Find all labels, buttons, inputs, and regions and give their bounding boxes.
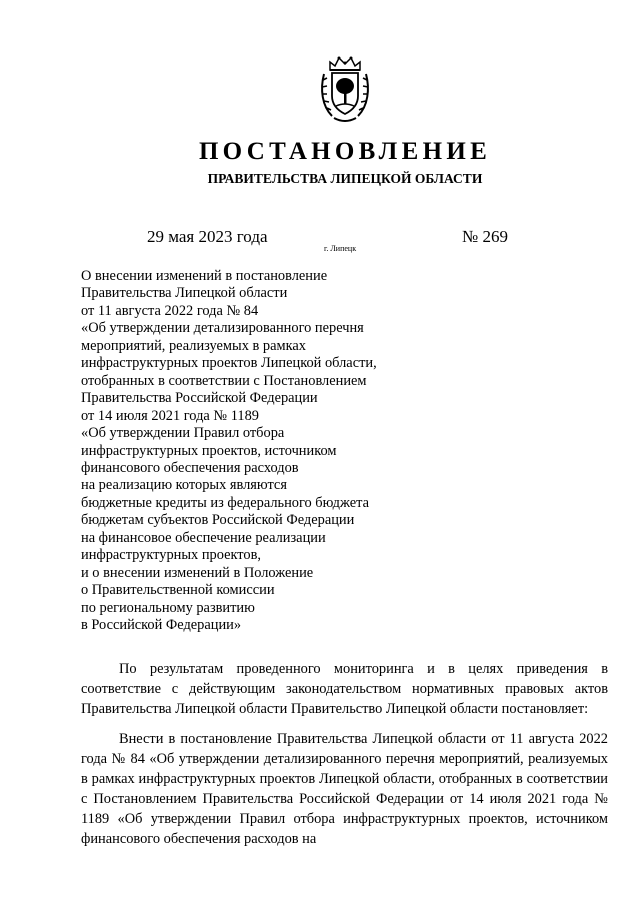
lipetsk-region-coat-of-arms-icon	[318, 54, 372, 124]
document-date: 29 мая 2023 года	[147, 227, 268, 246]
body-paragraph-preamble	[81, 659, 608, 719]
heading-line: О внесении изменений в постановление	[81, 268, 328, 284]
heading-line: на финансовое обеспечение реализации	[81, 529, 326, 546]
heading-line: «Об утверждении Правил отбора	[81, 425, 285, 442]
heading-line: на реализацию которых являются	[81, 477, 287, 494]
paragraph-text: Внести в постановление Правительства Липецкой области от 11 августа 2022 года № 84 «Об утверждении детализированного перечня мероприятий, реализуемых в рамках инфраструктурных проектов Липецкой области, отобранных в соответствии с Постановлением Правительства Российской Федерации от 14 июля 2021 года № 1189 «Об утверждении Правил отбора инфраструктурных проектов, источником финансового обеспечения расходов на	[81, 731, 608, 847]
document-subtitle: ПРАВИТЕЛЬСТВА ЛИПЕЦКОЙ ОБЛАСТИ	[207, 171, 483, 186]
coat-of-arms-emblem	[318, 54, 372, 124]
heading-line: от 11 августа 2022 года № 84	[81, 302, 259, 319]
document-title: ПОСТАНОВЛЕНИЕ	[198, 138, 492, 165]
document-city: г. Липецк	[324, 244, 357, 253]
heading-line: о Правительственной комиссии	[81, 582, 275, 599]
body-paragraph-decision	[81, 729, 608, 849]
heading-line: Правительства Липецкой области	[81, 285, 288, 302]
heading-line: и о внесении изменений в Положение	[81, 564, 314, 581]
heading-line: отобранных в соответствии с Постановлением	[81, 372, 367, 389]
document-number: № 269	[462, 227, 508, 246]
heading-line: в Российской Федерации»	[81, 617, 242, 634]
heading-line: мероприятий, реализуемых в рамках	[81, 337, 306, 354]
heading-line: инфраструктурных проектов, источником	[81, 442, 337, 459]
heading-line: от 14 июля 2021 года № 1189	[81, 407, 259, 424]
heading-line: бюджетные кредиты из федерального бюджета	[81, 494, 369, 511]
heading-line: финансового обеспечения расходов	[81, 459, 299, 476]
heading-line: инфраструктурных проектов,	[81, 547, 261, 564]
resolution-heading	[81, 268, 377, 635]
heading-line: Правительства Российской Федерации	[81, 390, 318, 407]
heading-line: бюджетам субъектов Российской Федерации	[81, 512, 355, 529]
heading-line: «Об утверждении детализированного перечня	[81, 320, 364, 337]
heading-line: инфраструктурных проектов Липецкой области,	[81, 355, 377, 372]
heading-line: по региональному развитию	[81, 599, 255, 616]
paragraph-text: По результатам проведенного мониторинга и в целях приведения в соответствие с действующим законодательством нормативных правовых актов Правительства Липецкой области Правительство Липецкой области постановляет:	[81, 661, 608, 717]
